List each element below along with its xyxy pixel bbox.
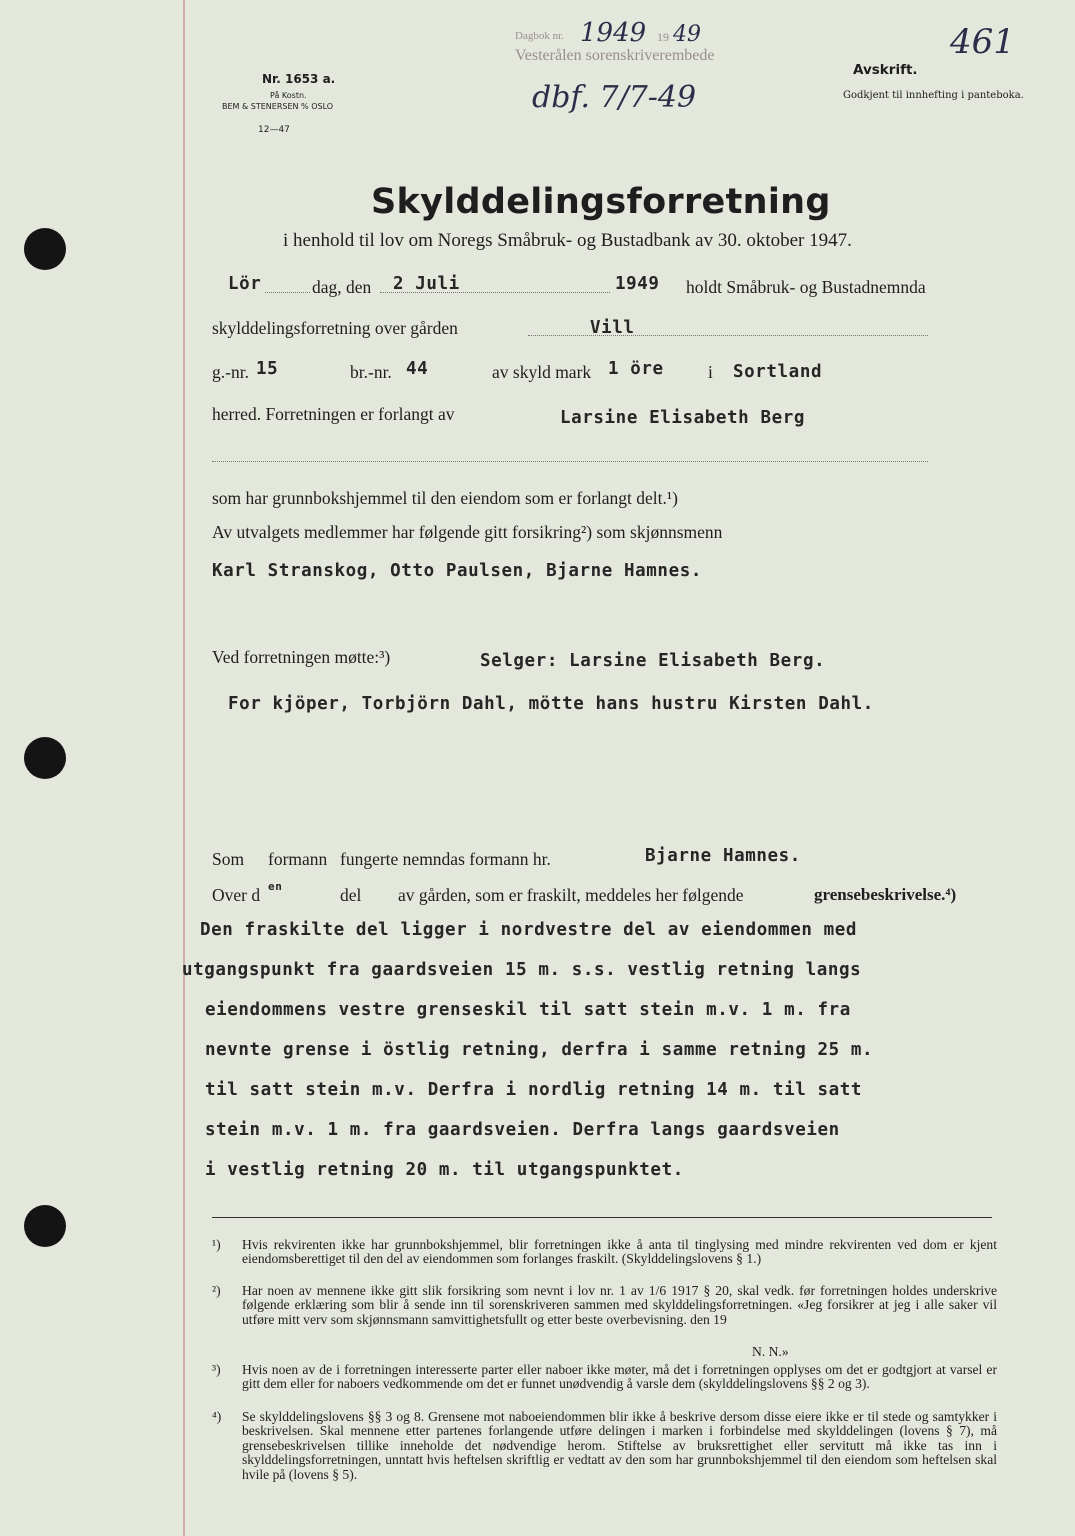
publisher-line2: BEM & STENERSEN % OSLO [222, 102, 334, 111]
held-text: holdt Småbruk- og Bustadnemnda [686, 277, 926, 297]
requested-by: Larsine Elisabeth Berg [560, 408, 805, 428]
footnote-1 [212, 1238, 997, 1282]
boundary-line: Den fraskilte del ligger i nordvestre del av eiendommen med [200, 920, 858, 940]
footnote-text: Har noen av mennene ikke gitt slik forsikring som nevnt i lov nr. 1 av 1/6 1917 § 20, skal vedk. før forretningen holdes underskrive følgende erklæring som blir å sende inn til sorenskriveren sammen med skylddelingsforretningen. «Jeg forsikrer at jeg i alle saker vil utføre mitt verv som skjønnsmann samvittighetsfullt og etter beste overbevisning. den 19 [242, 1283, 997, 1327]
boundary-line: i vestlig retning 20 m. til utgangspunktet. [205, 1160, 684, 1180]
boundary-line: utgangspunkt fra gaardsveien 15 m. s.s. vestlig retning langs [182, 960, 862, 980]
page-number: 461 [950, 22, 1015, 62]
i-label: i [708, 362, 713, 382]
form-year: 1949 [615, 274, 660, 294]
day-label: dag, den [312, 277, 372, 297]
skyld-label: av skyld mark [492, 362, 592, 382]
boundary-line: stein m.v. 1 m. fra gaardsveien. Derfra langs gaardsveien [205, 1120, 840, 1140]
remainder-text: av gården, som er fraskilt, meddeles her følgende [398, 885, 744, 905]
punch-hole [24, 737, 66, 779]
dagbok-year-suffix: 49 [673, 22, 701, 47]
chair-label2: formann [268, 849, 328, 869]
form-date: 12—47 [258, 125, 290, 135]
boundary-line: eiendommens vestre grenseskil til satt stein m.v. 1 m. fra [205, 1000, 851, 1020]
office-stamp: Vesterålen sorenskriverembede [515, 47, 715, 64]
chair-label1: Som [212, 849, 245, 869]
footnote-number: ⁴) [212, 1409, 222, 1424]
dagbok-year-prefix: 19 [657, 30, 669, 44]
over-farm-label: skylddelingsforretning over gården [212, 318, 458, 338]
footnote-3 [212, 1363, 997, 1408]
chair-name: Bjarne Hamnes. [645, 846, 801, 866]
avskrift-label: Avskrift. [853, 62, 918, 78]
attended-line2: For kjöper, Torbjörn Dahl, mötte hans hustru Kirsten Dahl. [228, 694, 874, 714]
footnote-text: Hvis rekvirenten ikke har grunnbokshjemmel, blir forretningen ikke å anta til tinglysing med mindre rekvirenten ved dom er kjent eiendomsberettiget til den del av eiendommen som forlanges fraskilt. (Skylddelingslovens § 1.) [242, 1237, 997, 1267]
attended-label: Ved forretningen møtte:³) [212, 647, 391, 667]
farm-name: Vill [590, 318, 635, 338]
footnote-text: Hvis noen av de i forretningen interesserte parter eller naboer ikke møter, må det i forretningen opplyses om det er godtgjort at varsel er gitt dem eller for naboers vedkommende om det er funnet unødvendig å varsle dem (skylddelingslovens §§ 2 og 3). [242, 1362, 997, 1392]
bnr-value: 44 [406, 359, 429, 379]
boundary-line: til satt stein m.v. Derfra i nordlig retning 14 m. til satt [205, 1080, 863, 1100]
grunnbok-text: som har grunnbokshjemmel til den eiendom som er forlangt delt.¹) [212, 488, 678, 508]
form-date-value: 2 Juli [393, 274, 460, 294]
municipality: Sortland [733, 362, 823, 382]
margin-rule [183, 0, 185, 1536]
punch-hole [24, 1205, 66, 1247]
utvalg-text: Av utvalgets medlemmer har følgende gitt forsikring²) som skjønnsmenn [212, 522, 723, 542]
footnote-text: Se skylddelingslovens §§ 3 og 8. Grensene mot naboeiendommen blir ikke å beskrive dersom disse eiere ikke er til stede og samtykker i beskrivelsen. Skal mennene etter partenes forlangende utføre delingen i marken i forbindelse med skylddelingen (lovens § 7), må grensebeskrivelsen tillike inneholde det nødvendige herom. Stiftelse av bruksrettighet eller servitutt må ikke tas inn i skylddelingsforretningen, unntatt hvis heftelsen skriftlig er vedtatt av den som har grunnbokshjemmel til den eiendom som heftelsen skal hvile på (lovens § 5). [242, 1409, 997, 1482]
dagbok-number: 1949 [580, 18, 647, 48]
day-prefix: Lör [228, 274, 262, 294]
footnote-number: ¹) [212, 1237, 221, 1252]
attended-line1: Selger: Larsine Elisabeth Berg. [480, 651, 826, 671]
del-label: del [340, 885, 362, 905]
boundary-line: nevnte grense i östlig retning, derfra i samme retning 25 m. [205, 1040, 874, 1060]
footnote-4 [212, 1410, 997, 1498]
gnr-label: g.-nr. [212, 362, 249, 382]
punch-hole [24, 228, 66, 270]
godkjent-text: Godkjent til innhefting i panteboka. [843, 90, 1024, 101]
gnr-value: 15 [256, 359, 279, 379]
appraisers: Karl Stranskog, Otto Paulsen, Bjarne Hamnes. [212, 561, 702, 581]
document-title: Skylddelingsforretning [371, 182, 831, 222]
footnote-signature [752, 1345, 832, 1360]
footnote-2 [212, 1284, 997, 1342]
publisher-line1: På Kostn. [270, 91, 307, 100]
bnr-label: br.-nr. [350, 362, 392, 382]
footnote-number: ²) [212, 1283, 221, 1298]
document-subtitle: i henhold til lov om Noregs Småbruk- og Bustadbank av 30. oktober 1947. [283, 230, 852, 251]
footnote-text: N. N.» [752, 1344, 789, 1359]
footnote-separator [212, 1217, 992, 1218]
dagbok-label: Dagbok nr. [515, 30, 564, 42]
grense-label: grensebeskrivelse.⁴) [814, 885, 957, 904]
skyld-value: 1 öre [608, 359, 664, 379]
over-label: Over d [212, 885, 261, 905]
chair-label3: fungerte nemndas formann hr. [340, 849, 551, 869]
handwritten-note: dbf. 7/7-49 [532, 80, 697, 115]
form-number: Nr. 1653 a. [262, 72, 336, 86]
footnote-number: ³) [212, 1362, 221, 1377]
herred-text: herred. Forretningen er forlangt av [212, 404, 455, 424]
over-suffix: en [268, 880, 283, 893]
